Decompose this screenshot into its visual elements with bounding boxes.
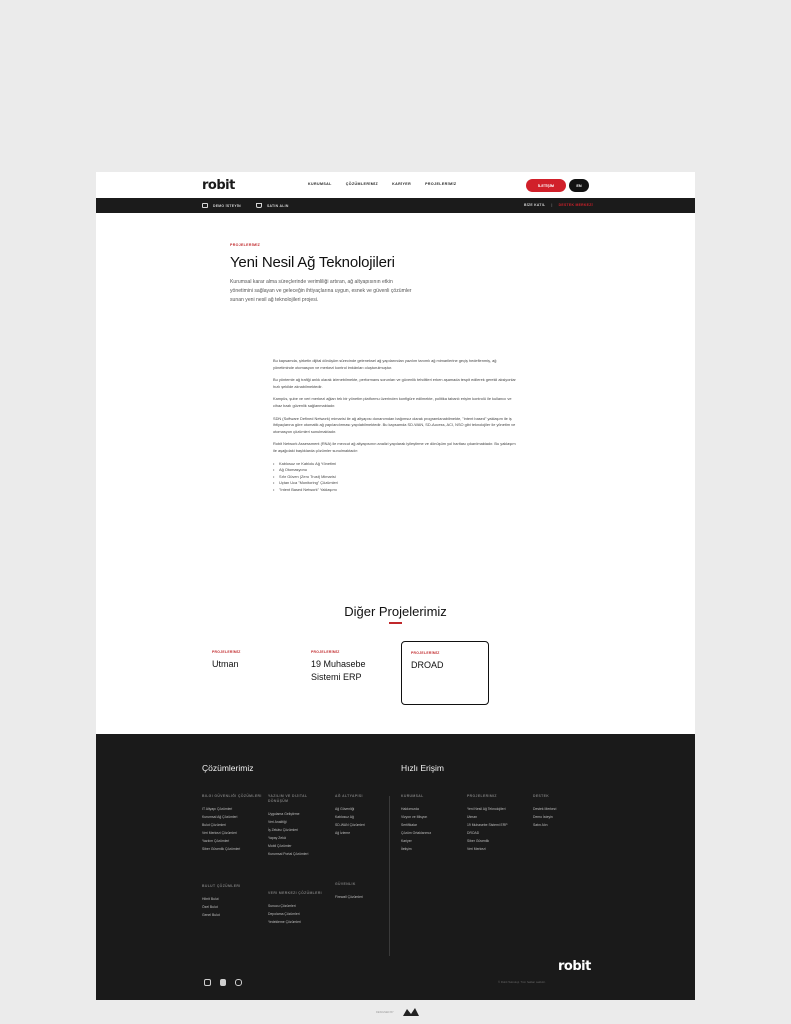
footer-link[interactable]: Kablosuz Ağ bbox=[335, 815, 354, 819]
utility-bar bbox=[96, 198, 695, 213]
footer-column bbox=[202, 884, 262, 919]
instagram-icon[interactable] bbox=[204, 979, 211, 986]
footer-link[interactable]: Uygulama Geliştirme bbox=[268, 812, 300, 816]
demo-label: DEMO İSTEYİN bbox=[213, 203, 241, 208]
footer-column-heading: GÜVENLIK bbox=[335, 882, 356, 886]
footer-link[interactable]: Depolama Çözümleri bbox=[268, 912, 300, 916]
footer-link[interactable]: Firewall Çözümleri bbox=[335, 895, 363, 899]
footer-column bbox=[268, 794, 328, 858]
footer-link[interactable]: Veri Merkezi bbox=[467, 847, 486, 851]
nav-item-kurumsal[interactable]: KURUMSAL bbox=[308, 182, 332, 186]
page-frame bbox=[96, 172, 695, 1000]
hero-description: Kurumsal karar alma süreçlerinde verimliliği artıran, ağ altyapısının etkin yönetimini sağlayan ve geleceğin ihtiyaçlarına uygun, esnek ve güvenli çözümler sunan yeni nesil ağ teknolojileri projesi. bbox=[230, 279, 412, 303]
footer-link[interactable]: İş Zekâsı Çözümleri bbox=[268, 828, 298, 832]
demo-icon bbox=[202, 203, 208, 208]
footer-column-heading: KURUMSAL bbox=[401, 794, 424, 798]
article-paragraph: SDN (Software Defined Network) mimarisi ile ağ altyapısı donanımdan bağımsız olarak programlanabilmekte, "intent based" yaklaşım ile iş ihtiyaçlarına göre otomatik ağ yapılandırması yapılabilmektedir. Bu kapsamda SD-WAN, SD-Access, ACI, NSO gibi teknolojiler ile yönetim ve otomasyon çözümleri sunulmaktadır. bbox=[273, 415, 516, 434]
footer-copyright: © Robit Teknoloji. Tüm hakları saklıdır. bbox=[498, 980, 546, 984]
footer-link[interactable]: 19 Muhasebe Sistemi ERP bbox=[467, 823, 508, 827]
footer-link[interactable]: Utman bbox=[467, 815, 477, 819]
footer-link[interactable]: Siber Güvenlik Çözümleri bbox=[202, 847, 241, 851]
utility-separator: | bbox=[551, 203, 553, 207]
card-kicker: PROJELERİMİZ bbox=[212, 650, 241, 654]
footer-link[interactable]: Siber Güvenlik bbox=[467, 839, 490, 843]
card-kicker: PROJELERİMİZ bbox=[411, 651, 440, 655]
list-item: • Uçtan Uca "Monitoring" Çözümleri bbox=[273, 480, 518, 487]
list-item: • Kablosuz ve Kablolu Ağ Yönetimi bbox=[273, 461, 518, 468]
footer-link[interactable]: Mobil Çözümler bbox=[268, 844, 292, 848]
project-card-selected[interactable] bbox=[401, 641, 489, 705]
footer-column-heading: YAZILIM VE DIJITAL DÖNÜŞÜM bbox=[268, 794, 308, 803]
nav-item-kariyer[interactable]: KARİYER bbox=[392, 182, 412, 186]
card-title: 19 Muhasebe Sistemi ERP bbox=[311, 659, 366, 682]
site-footer bbox=[96, 734, 695, 1000]
buy-label: SATIN ALIN bbox=[267, 203, 289, 208]
footer-link[interactable]: Yeni Nesil Ağ Teknolojileri bbox=[467, 807, 506, 811]
footer-column bbox=[467, 794, 527, 853]
footer-divider bbox=[389, 796, 390, 956]
footer-link[interactable]: SD-WAN Çözümleri bbox=[335, 823, 365, 827]
footer-column-heading: BULUT ÇÖZÜMLERI bbox=[202, 884, 241, 888]
footer-column bbox=[533, 794, 593, 829]
linkedin-icon[interactable] bbox=[220, 979, 226, 986]
project-card[interactable] bbox=[302, 641, 390, 705]
footer-link[interactable]: Destek Merkezi bbox=[533, 807, 557, 811]
footer-column-heading: PROJELERIMIZ bbox=[467, 794, 497, 798]
footer-link[interactable]: Özel Bulut bbox=[202, 905, 218, 909]
card-title: Utman bbox=[212, 659, 239, 669]
site-logo[interactable]: robit bbox=[202, 177, 235, 193]
article-paragraph: Bu kapsamda, şirketin dijital dönüşüm sürecinde geleneksel ağ yapılarından yazılım tanımlı ağ mimarilerine geçiş hedeflenmiş, ağ yönetiminde otomasyon ve merkezi kontrol imkânları oluşturulmuştur. bbox=[273, 358, 497, 370]
footer-solutions-title: Çözümlerimiz bbox=[202, 763, 254, 773]
footer-link[interactable]: Çözüm Ortaklarımız bbox=[401, 831, 432, 835]
designer-credit[interactable] bbox=[376, 1007, 420, 1017]
language-button[interactable]: EN bbox=[569, 179, 589, 192]
article-list bbox=[273, 461, 518, 494]
list-item: • Sıfır Güven (Zero Trust) Mimarisi bbox=[273, 474, 518, 481]
footer-link[interactable]: Ağ İzleme bbox=[335, 831, 351, 835]
main-nav bbox=[308, 182, 456, 186]
footer-link[interactable]: Veri Merkezi Çözümleri bbox=[202, 831, 237, 835]
join-us-link[interactable]: BİZE KATIL bbox=[524, 203, 546, 207]
list-item: • Ağ Otomasyonu bbox=[273, 467, 518, 474]
buy-link[interactable] bbox=[256, 203, 289, 208]
footer-logo[interactable]: robit bbox=[558, 959, 591, 974]
footer-link[interactable]: Vizyon ve Misyon bbox=[401, 815, 428, 819]
project-card[interactable] bbox=[203, 641, 291, 705]
other-projects-title: Diğer Projelerimiz bbox=[344, 604, 447, 619]
card-kicker: PROJELERİMİZ bbox=[311, 650, 340, 654]
footer-link[interactable]: Sunucu Çözümleri bbox=[268, 904, 296, 908]
nav-item-cozumlerimiz[interactable]: ÇÖZÜMLERİMİZ bbox=[345, 182, 379, 186]
article-paragraph: Kampüs, şube ve veri merkezi ağları tek bir yönetim platformu üzerinden konfigüre edilmekte, politika tabanlı erişim kontrolü ile kullanıcı ve cihaz bazlı güvenlik sağlanmaktadır. bbox=[273, 396, 512, 408]
footer-link[interactable]: Demo İsteyin bbox=[533, 815, 553, 819]
section-underline bbox=[389, 622, 402, 624]
footer-column-heading: BILGI GÜVENLIĞI ÇÖZÜMLERI bbox=[202, 794, 262, 798]
footer-link[interactable]: İletişim bbox=[401, 847, 412, 851]
utility-right bbox=[524, 203, 593, 207]
site-header bbox=[96, 172, 695, 198]
youtube-icon[interactable] bbox=[235, 979, 242, 986]
article-paragraph: Bu yöntemle ağ trafiği anlık olarak izlenebilmekte, performans sorunları ve güvenlik tehditleri erken aşamada tespit edilerek gerekli aksiyonlar hızlı şekilde alınabilmektedir. bbox=[273, 377, 516, 389]
hero-kicker[interactable]: PROJELERİMİZ bbox=[230, 243, 261, 247]
footer-column bbox=[335, 794, 395, 837]
footer-column bbox=[335, 882, 395, 901]
footer-link[interactable]: Sertifikalar bbox=[401, 823, 418, 827]
footer-quick-access-title: Hızlı Erişim bbox=[401, 763, 444, 773]
nav-item-projelerimiz[interactable]: PROJELERİMİZ bbox=[425, 182, 457, 186]
footer-column bbox=[202, 794, 262, 853]
footer-link[interactable]: Ağ Güvenliği bbox=[335, 807, 355, 811]
footer-link[interactable]: Satın Alın bbox=[533, 823, 548, 827]
card-title: DROAD bbox=[411, 660, 444, 670]
footer-column bbox=[401, 794, 461, 853]
support-center-link[interactable]: DESTEK MERKEZİ bbox=[558, 203, 593, 207]
contact-button[interactable]: İLETİŞİM bbox=[526, 179, 566, 192]
footer-link[interactable]: Yedekleme Çözümleri bbox=[268, 920, 301, 924]
footer-link[interactable]: Yapay Zekâ bbox=[268, 836, 286, 840]
footer-link[interactable]: Kurumsal Portal Çözümleri bbox=[268, 852, 309, 856]
credit-label: DESIGNED BY bbox=[376, 1010, 394, 1014]
agency-logo-icon bbox=[402, 1007, 420, 1017]
article-body bbox=[273, 358, 518, 494]
footer-column bbox=[268, 891, 328, 926]
footer-link[interactable]: DROAD bbox=[467, 831, 480, 835]
footer-link[interactable]: Yazılım Çözümleri bbox=[202, 839, 230, 843]
footer-link[interactable]: Veri Analitiği bbox=[268, 820, 287, 824]
demo-link[interactable] bbox=[202, 203, 241, 208]
footer-column-heading: VERI MERKEZI ÇÖZÜMLERI bbox=[268, 891, 323, 895]
footer-link[interactable]: Bulut Çözümleri bbox=[202, 823, 226, 827]
footer-column-heading: DESTEK bbox=[533, 794, 550, 798]
social-links bbox=[204, 979, 242, 986]
article-paragraph: Robit Network Assessment (RNA) ile mevcut ağ altyapısının analizi yapılarak iyileştirme ve dönüşüm yol haritası çıkarılmaktadır. Bu yaklaşım ile aşağıdaki başlıklarda çözümler sunulmaktadır: bbox=[273, 441, 516, 453]
footer-column-heading: AĞ ALTYAPISI bbox=[335, 794, 363, 798]
footer-link[interactable]: Hakkımızda bbox=[401, 807, 419, 811]
footer-link[interactable]: Genel Bulut bbox=[202, 913, 220, 917]
cart-icon bbox=[256, 203, 262, 208]
footer-link[interactable]: Kariyer bbox=[401, 839, 412, 843]
footer-link[interactable]: IT Altyapı Çözümleri bbox=[202, 807, 233, 811]
footer-link[interactable]: Hibrit Bulut bbox=[202, 897, 219, 901]
page-title: Yeni Nesil Ağ Teknolojileri bbox=[230, 254, 395, 271]
footer-link[interactable]: Kurumsal Ağ Çözümleri bbox=[202, 815, 238, 819]
list-item: • "Intent Based Network" Yaklaşımı bbox=[273, 487, 518, 494]
